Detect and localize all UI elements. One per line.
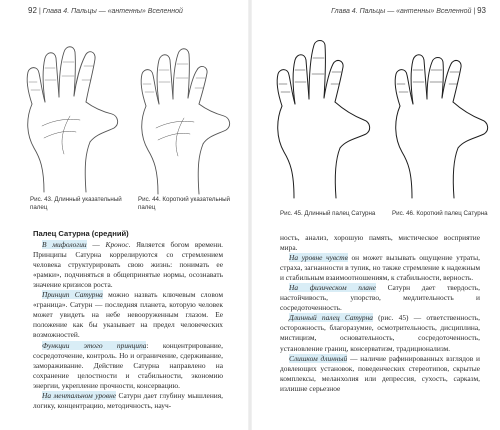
section-title: Палец Сатурна (средний) xyxy=(33,229,129,238)
paragraph-long-finger: Длинный палец Сатурна (рис. 45) — ответственность, осторожность, благоразумие, осмотрительность, дисциплина, мистицизм, основательность, сосредоточенность, установление границ, консерватизм, традиционализм. xyxy=(280,313,480,353)
figure-44-caption: Рис. 44. Короткий указательный палец xyxy=(138,196,231,211)
paragraph-mythology: В мифологии — Кронос. Является богом времени. Принципы Сатурна коррелируются со стремлением человека структурировать свою жизнь: понимать ее «рамки», подчиняться в общепринятые нормы, осознавать значение кризисов роста. xyxy=(33,240,223,290)
hand-illustration-43 xyxy=(14,42,129,197)
left-page-number: 92 xyxy=(28,6,37,15)
paragraph-mental: На ментальном уровне Сатурн дает глубину мышления, логику, концентрацию, методичность, науч- xyxy=(33,390,223,410)
right-page xyxy=(252,0,500,430)
right-page-number: 93 xyxy=(477,6,486,15)
hand-illustration-46 xyxy=(382,40,497,200)
figure-45-caption: Рис. 45. Длинный палец Сатурна xyxy=(280,210,376,217)
hand-illustration-44 xyxy=(128,42,238,197)
paragraph-physical: На физическом плане Сатурн дает твердость, настойчивость, упорство, медлительность и сосредоточенность. xyxy=(280,283,480,313)
left-page xyxy=(0,0,248,430)
paragraph-principle: Принцип Сатурна можно назвать ключевым словом «граница». Сатурн — последняя планета, которую человек может увидеть на небе невооруженным глазом. Ее положение как бы указывает на предел человеческих возможностей. xyxy=(33,290,223,340)
right-body-text xyxy=(280,233,480,394)
left-body-text xyxy=(33,229,223,411)
paragraph-too-long: Слишком длинный — наличие рафинированных взглядов и довлеющих установок, поведенческих стереотипов, скрытые комплексы, меланхолия или депрессия, сухость, сарказм, излишне серьезное xyxy=(280,353,480,393)
left-running-head: 92 | Глава 4. Пальцы — «антенны» Вселенной xyxy=(28,6,183,15)
left-running-title: Глава 4. Пальцы — «антенны» Вселенной xyxy=(42,8,183,15)
paragraph-feelings: На уровне чувств он может вызывать ощущение утраты, страха, загнанности в тупик, но также стремление к надежным и стабильным взаимоотношениям, к стабильности, верность. xyxy=(280,253,480,283)
paragraph-functions: Функции этого принципа: концентрирование, сосредоточение, контроль. Но и ограничение, сдерживание, замораживание. Действие Сатурна направлено на сохранение целостности и стабильности, экономию энергии, укрепление прочности, консервацию. xyxy=(33,340,224,390)
right-running-title: Глава 4. Пальцы — «антенны» Вселенной xyxy=(331,8,472,15)
figure-46-caption: Рис. 46. Короткий палец Сатурна xyxy=(392,210,488,217)
right-running-head: Глава 4. Пальцы — «антенны» Вселенной | 93 xyxy=(331,6,486,15)
paragraph-continued: ность, анализ, хорошую память, мистическое восприятие мира. xyxy=(280,233,480,253)
figure-43-caption: Рис. 43. Длинный указательный палец xyxy=(30,196,122,211)
hand-illustration-45 xyxy=(264,40,379,200)
